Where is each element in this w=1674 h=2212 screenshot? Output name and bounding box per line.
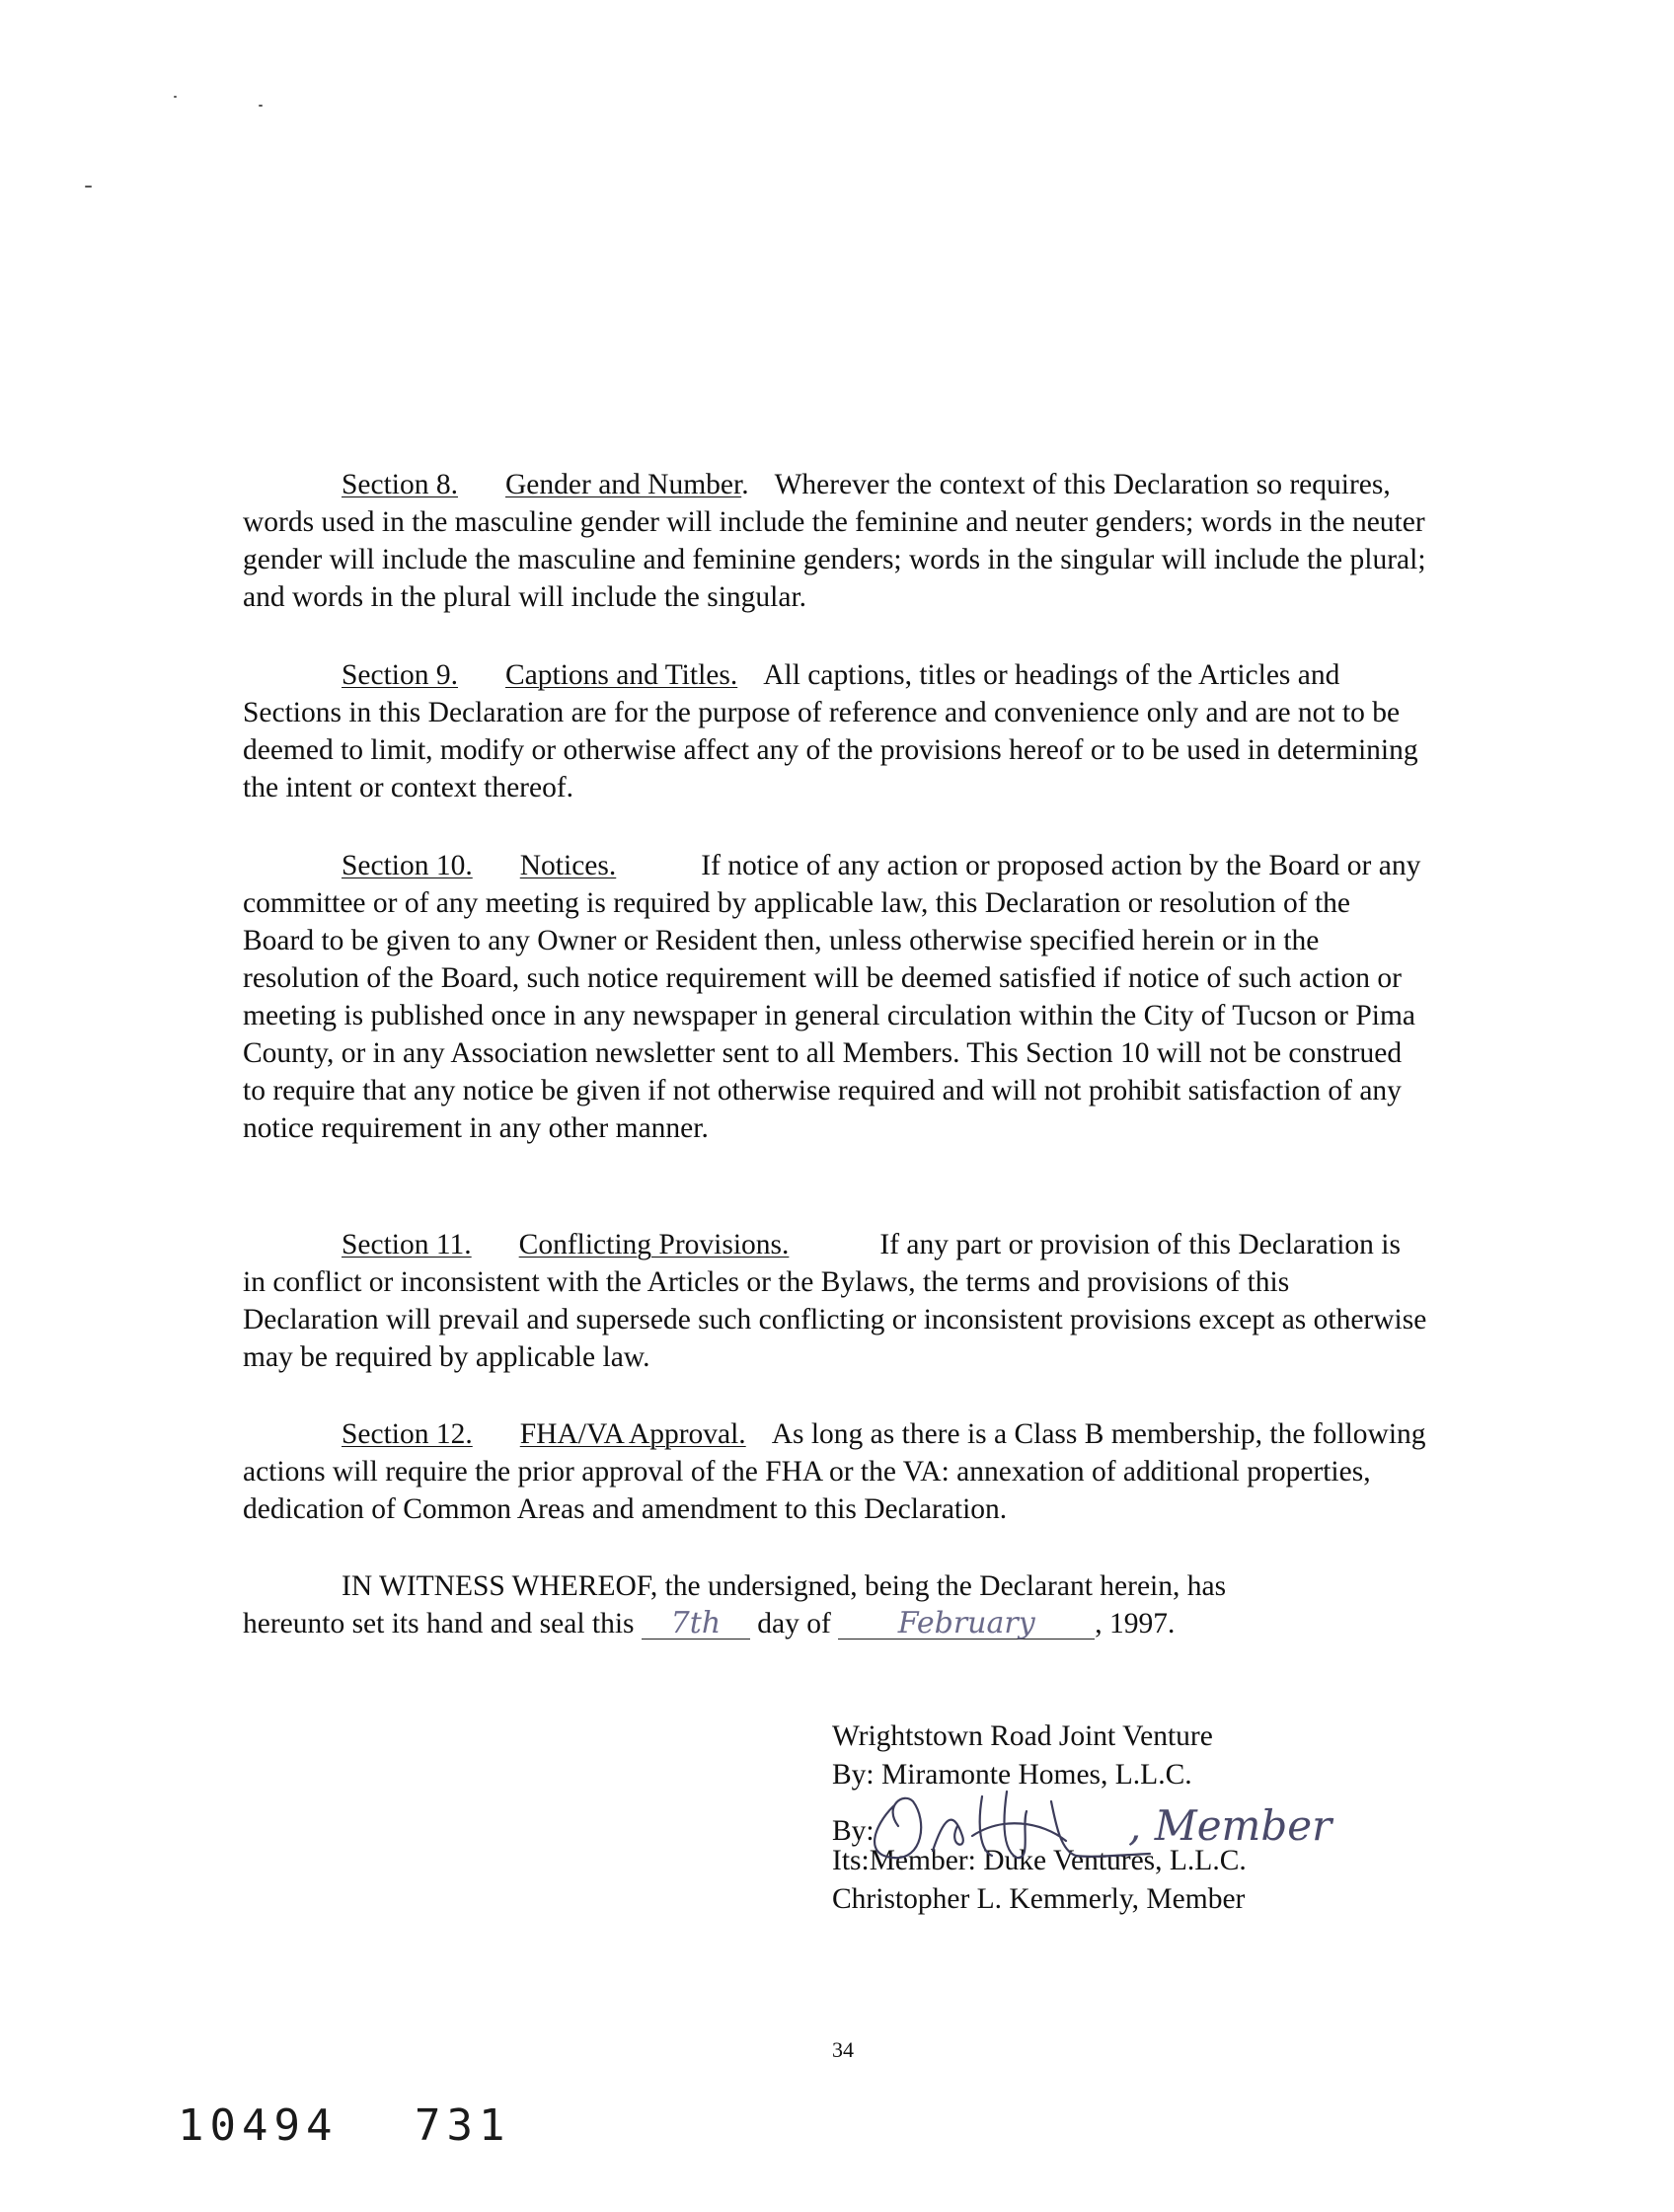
section-body: the following actions will require the prior approval of the FHA or the VA: annexation of additional properties, dedication of Common Areas and amendment to this Declaration. [243, 1418, 1426, 1525]
section-10 [243, 847, 1427, 1147]
section-title: Gender and Number [505, 469, 742, 500]
section-number: Section 12. [342, 1418, 473, 1450]
section-number: Section 8. [342, 469, 458, 500]
sig-name-line: Christopher L. Kemmerly, Member [832, 1883, 1246, 1915]
section-first-line: All captions, titles or headings of the [763, 659, 1193, 691]
witness-clause [243, 1567, 1427, 1642]
section-11 [243, 1226, 1427, 1376]
section-8 [243, 466, 1427, 616]
recording-page: 731 [415, 2100, 511, 2151]
section-12 [243, 1415, 1427, 1528]
day-blank [642, 1605, 750, 1640]
witness-line-2 [243, 1608, 1175, 1640]
section-number: Section 10. [342, 850, 473, 881]
title-punct: . [741, 469, 749, 500]
section-title: Captions and Titles. [505, 659, 738, 691]
sig-its-line: Its:Member: Duke Ventures, L.L.C. [832, 1845, 1247, 1876]
scan-speck [174, 96, 177, 98]
section-first-line: If any part or provision of this [879, 1229, 1231, 1260]
sig-entity-line: Wrightstown Road Joint Venture [832, 1720, 1213, 1752]
witness-line-1: IN WITNESS WHEREOF, the undersigned, being the Declarant herein, has [342, 1570, 1227, 1602]
section-title: FHA/VA Approval. [519, 1418, 746, 1450]
section-first-line: If notice of any action or proposed action by the [701, 850, 1261, 881]
scan-speck [259, 105, 263, 107]
section-number: Section 9. [342, 659, 458, 691]
sig-member-handwritten: , Member [1128, 1801, 1332, 1850]
section-9 [243, 656, 1427, 806]
witness-middle: day of [757, 1608, 831, 1640]
scan-speck [85, 186, 92, 188]
witness-prefix: hereunto set its hand and seal this [243, 1608, 635, 1640]
section-title: Conflicting Provisions. [518, 1229, 790, 1260]
section-number: Section 11. [342, 1229, 472, 1260]
month-handwritten: February [897, 1606, 1035, 1640]
month-blank [838, 1605, 1095, 1640]
witness-year: , 1997. [1095, 1608, 1176, 1640]
section-first-line: Wherever the context of this Declaration so [774, 469, 1282, 500]
page-number: 34 [832, 2037, 854, 2062]
section-body: Articles and Sections in this Declaration are for the purpose of reference and convenience only and are not to be deemed to limit, modify or otherwise affect any of the provisions hereof or to be used in determining the intent or context thereof. [243, 659, 1418, 803]
section-title: Notices. [519, 850, 617, 881]
section-body: requires, words used in the masculine gender will include the feminine and neuter genders; words in the neuter gender will include the masculine and feminine genders; words in the singular will include the plural; and words in the plural will include the singular. [243, 469, 1426, 613]
day-handwritten: 7th [670, 1606, 722, 1640]
sig-by-line: By: Miramonte Homes, L.L.C. [832, 1759, 1192, 1791]
section-first-line: As long as there is a Class B membership, [771, 1418, 1263, 1450]
section-body: Declaration is in conflict or inconsistent with the Articles or the Bylaws, the terms and provisions of this Declaration will prevail and supersede such conflicting or inconsistent provisions except as otherwise may be required by applicable law. [243, 1229, 1427, 1373]
recording-docket: 10494 [178, 2100, 339, 2151]
handwritten-signature [854, 1767, 1229, 1875]
sig-by-label: By: [832, 1815, 875, 1847]
section-body: Board or any committee or of any meeting is required by applicable law, this Declaration or resolution of the Board to be given to any Owner or Resident then, unless otherwise specified herein or in the resolution of the Board, such notice requirement will be deemed satisfied if notice of such action or meeting is published once in any newspaper in general circulation within the City of Tucson or Pima County, or in any Association newsletter sent to all Members. This Section 10 will not be construed to require that any notice be given if not otherwise required and will not prohibit satisfaction of any notice requirement in any other manner. [243, 850, 1421, 1144]
